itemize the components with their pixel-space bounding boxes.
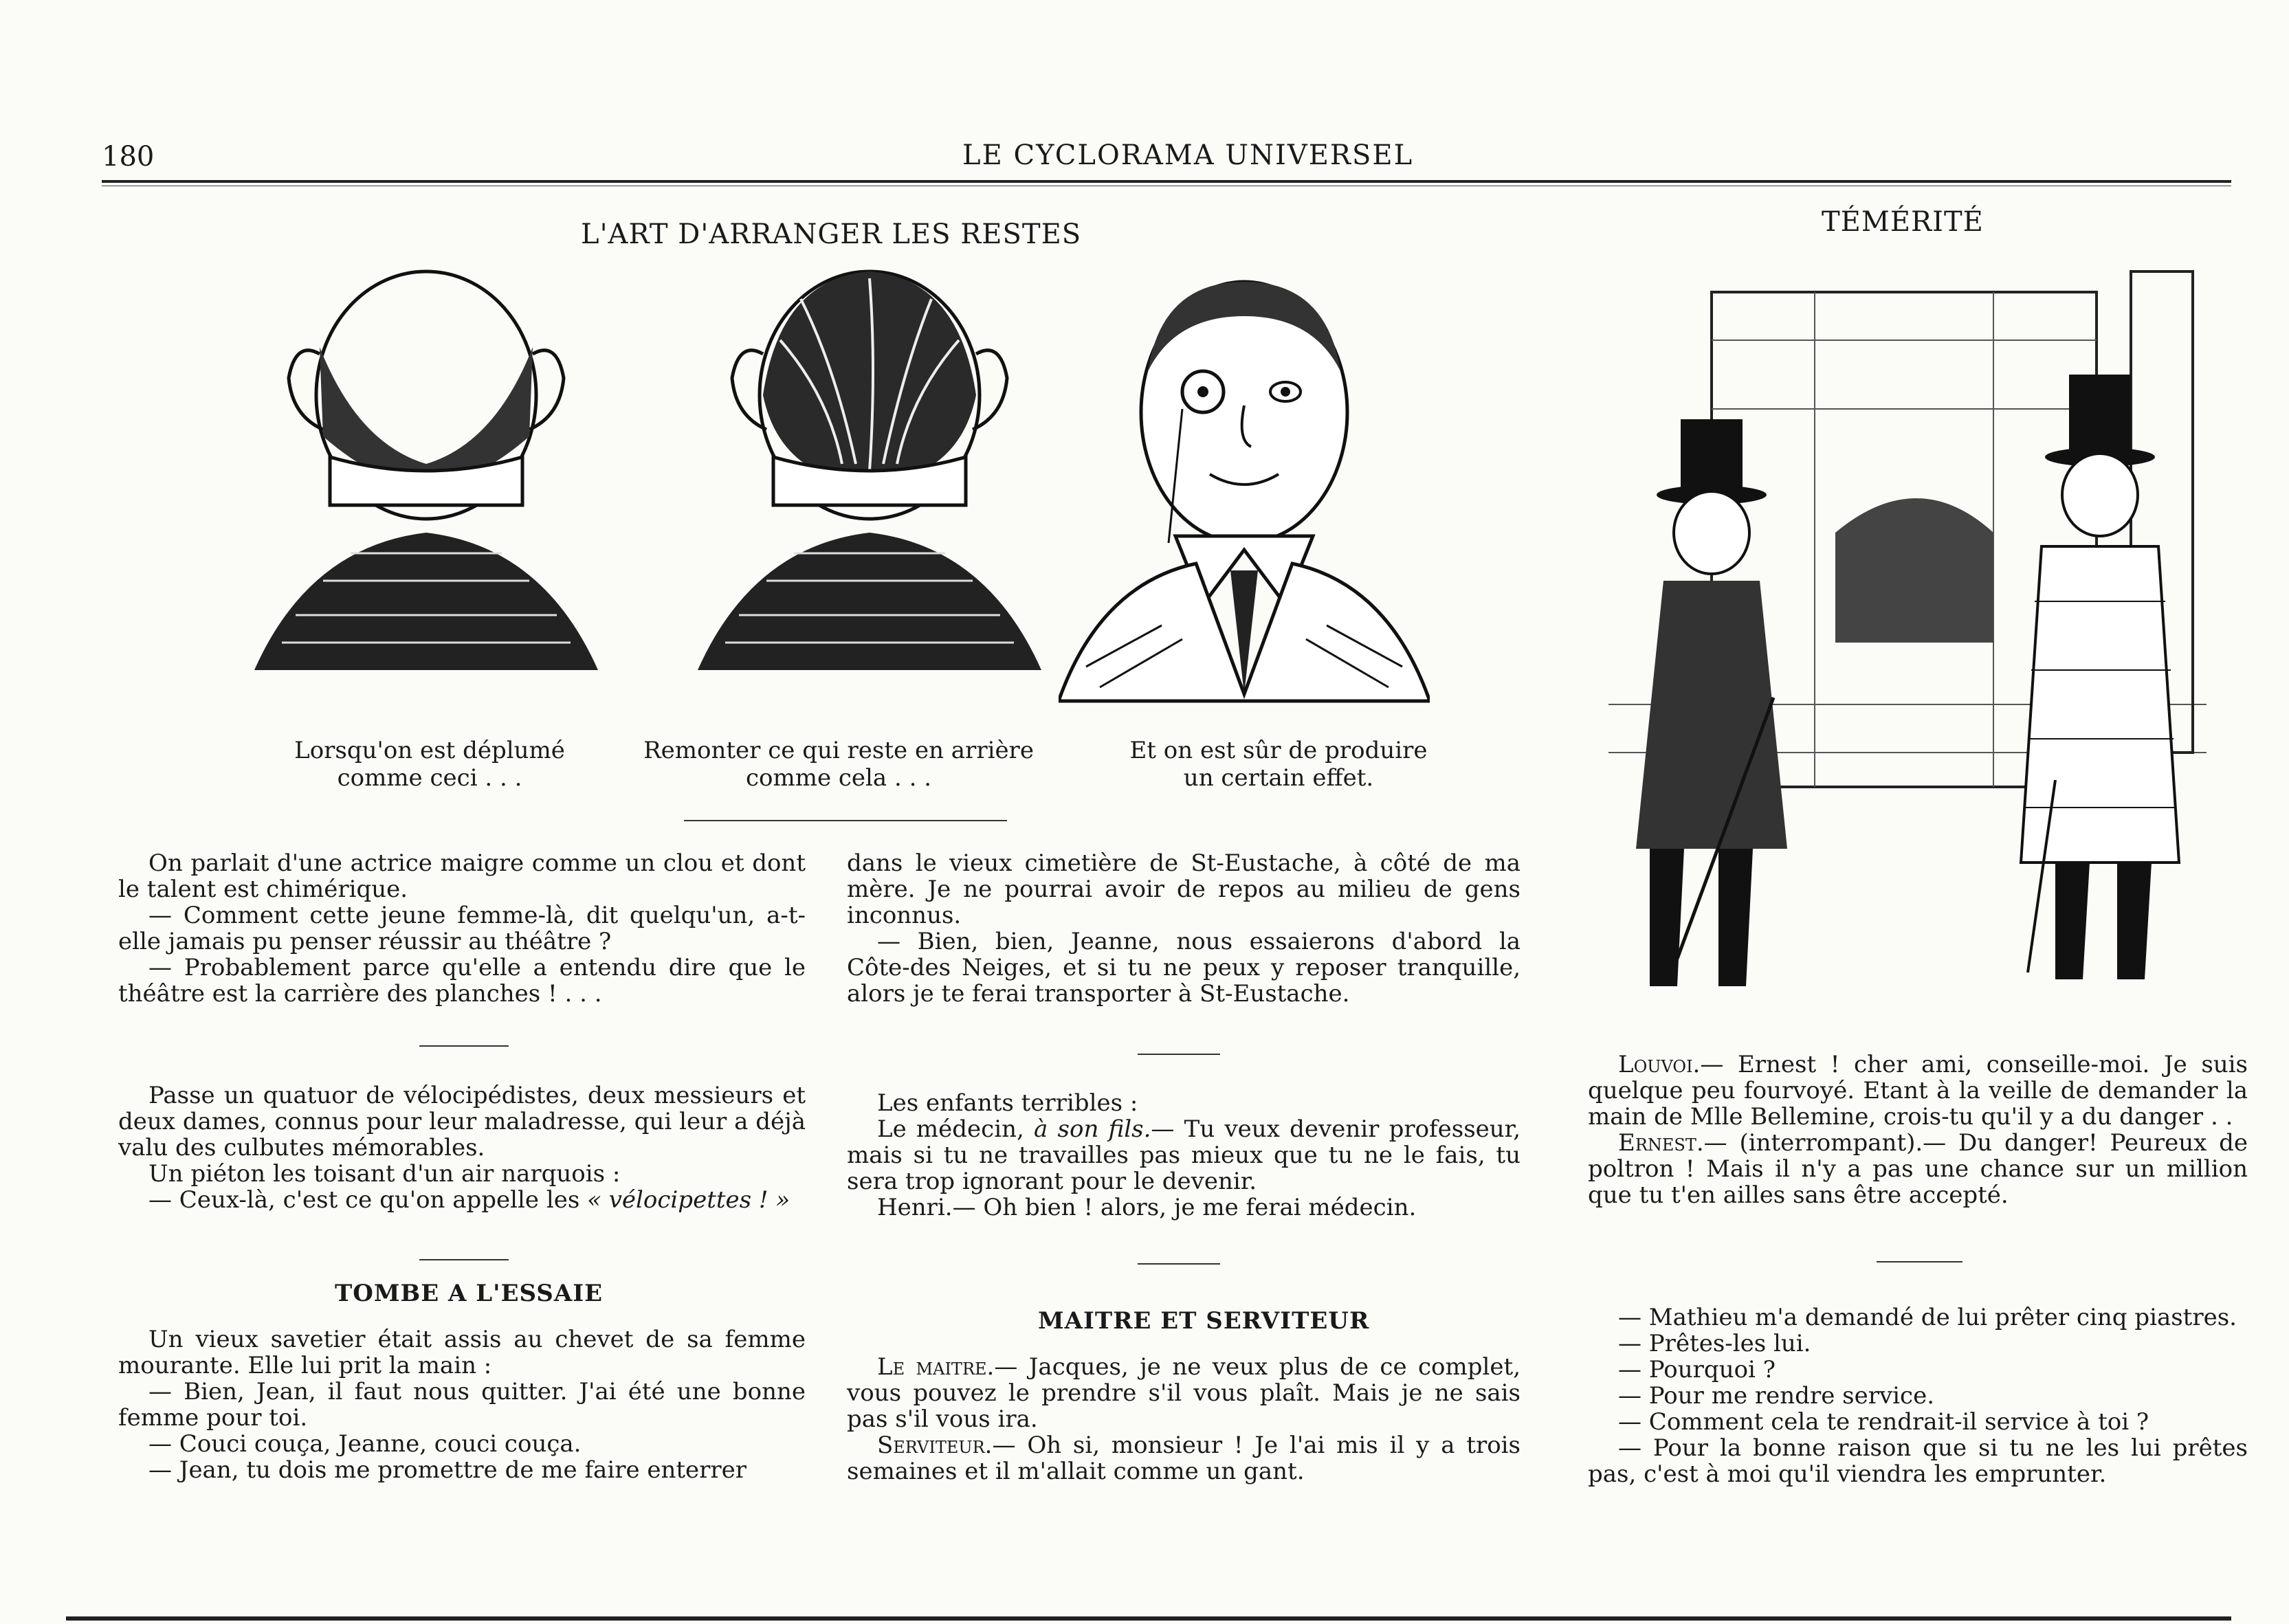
paragraph: — Pour la bonne raison que si tu ne les lui prêtes pas, c'est à moi qu'il viendra les emprunter. bbox=[1588, 1434, 2248, 1488]
paragraph: — Jean, tu dois me promettre de me faire enterrer bbox=[148, 1456, 747, 1484]
column-1-block-1 bbox=[118, 850, 806, 1007]
paragraph: — Comment cela te rendrait-il service à toi ? bbox=[1618, 1408, 2149, 1436]
paragraph: — Pour me rendre service. bbox=[1618, 1382, 1934, 1410]
paragraph: — Bien, bien, Jeanne, nous essaierons d'abord la Côte-des Neiges, et si tu ne peux y reposer tranquille, alors je te ferai transporter à St-Eustache. bbox=[847, 928, 1521, 1008]
section-rule bbox=[684, 820, 1007, 821]
paragraph: Un piéton les toisant d'un air narquois : bbox=[148, 1160, 621, 1188]
paragraph: Un vieux savetier était assis au chevet de sa femme mourante. Elle lui prit la main : bbox=[118, 1326, 806, 1379]
column-2-block-3 bbox=[847, 1354, 1521, 1484]
column-2-block-2 bbox=[847, 1090, 1521, 1221]
paragraph: Henri.— Oh bien ! alors, je me ferai médecin. bbox=[877, 1194, 1417, 1221]
running-head: LE CYCLORAMA UNIVERSEL bbox=[962, 140, 1414, 171]
art-section-title: L'ART D'ARRANGER LES RESTES bbox=[581, 219, 1082, 250]
paragraph: dans le vieux cimetière de St-Eustache, à côté de ma mère. Je ne pourrai avoir de repos au milieu de gens inconnus. bbox=[847, 849, 1521, 929]
paragraph: — Prêtes-les lui. bbox=[1618, 1330, 1811, 1357]
paragraph: Passe un quatuor de vélocipédistes, deux messieurs et deux dames, connus pour leur maladresse, qui leur a déjà valu des culbutes mémorables. bbox=[118, 1082, 806, 1161]
separator-rule bbox=[1138, 1263, 1220, 1265]
column-1-block-2 bbox=[118, 1082, 806, 1213]
paragraph: Ernest.— (interrompant).— Du danger! Peureux de poltron ! Mais il n'y a pas une chance sur un million que tu t'en ailles sans être accepté. bbox=[1588, 1129, 2248, 1209]
illustration-bald-head-back bbox=[254, 258, 598, 698]
separator-rule bbox=[1877, 1261, 1962, 1263]
paragraph: — Probablement parce qu'elle a entendu dire que le théâtre est la carrière des planches ! . . . bbox=[118, 954, 806, 1008]
column-1-block-3 bbox=[118, 1326, 806, 1483]
caption-2: Remonter ce qui reste en arrière comme cela . . . bbox=[643, 737, 1034, 792]
maitre-title: MAITRE ET SERVITEUR bbox=[1038, 1307, 1370, 1335]
illustration-two-gentlemen bbox=[1608, 258, 2207, 1021]
paragraph: — Ceux-là, c'est ce qu'on appelle les « vélocipettes ! » bbox=[148, 1186, 790, 1214]
illustration-man-with-monocle bbox=[1059, 254, 1430, 708]
paragraph: Les enfants terribles : bbox=[877, 1089, 1138, 1117]
separator-rule bbox=[419, 1259, 509, 1260]
paragraph: — Pourquoi ? bbox=[1618, 1356, 1776, 1383]
separator-rule bbox=[1138, 1054, 1220, 1055]
illustration-combed-head-back bbox=[698, 258, 1041, 698]
column-2-block-1 bbox=[847, 850, 1521, 1007]
paragraph: — Comment cette jeune femme-là, dit quelqu'un, a-t-elle jamais pu penser réussir au théâtre ? bbox=[118, 902, 806, 955]
paragraph: — Mathieu m'a demandé de lui prêter cinq piastres. bbox=[1618, 1304, 2237, 1331]
paragraph: — Couci couça, Jeanne, couci couça. bbox=[148, 1430, 582, 1458]
column-3-block-1 bbox=[1588, 1052, 2248, 1208]
paragraph: On parlait d'une actrice maigre comme un clou et dont le talent est chimérique. bbox=[118, 849, 806, 903]
paragraph: Louvoi.— Ernest ! cher ami, conseille-moi. Je suis quelque peu fourvoyé. Etant à la veille de demander la main de Mlle Bellemine, crois-tu qu'il y a du danger . . bbox=[1588, 1051, 2248, 1131]
separator-rule bbox=[419, 1045, 509, 1047]
paragraph: Le médecin, à son fils.— Tu veux devenir professeur, mais si tu ne travailles pas mieux que tu ne le fais, tu sera trop ignorant pour le devenir. bbox=[847, 1115, 1521, 1195]
column-3-block-2 bbox=[1588, 1304, 2248, 1487]
footer-rule bbox=[66, 1616, 2231, 1621]
page-number: 180 bbox=[102, 141, 155, 173]
caption-3: Et on est sûr de produire un certain effet. bbox=[1129, 737, 1428, 792]
paragraph: — Bien, Jean, il faut nous quitter. J'ai été une bonne femme pour toi. bbox=[118, 1378, 806, 1432]
caption-1: Lorsqu'on est déplumé comme ceci . . . bbox=[294, 737, 565, 792]
temerite-title: TÉMÉRITÉ bbox=[1822, 206, 1984, 238]
header-rule bbox=[102, 180, 2231, 183]
paragraph: Le maitre.— Jacques, je ne veux plus de ce complet, vous pouvez le prendre s'il vous plaît. Mais je ne sais pas s'il vous ira. bbox=[847, 1353, 1521, 1433]
paragraph: Serviteur.— Oh si, monsieur ! Je l'ai mis il y a trois semaines et il m'allait comme un gant. bbox=[847, 1432, 1521, 1485]
tombe-title: TOMBE A L'ESSAIE bbox=[335, 1280, 604, 1307]
